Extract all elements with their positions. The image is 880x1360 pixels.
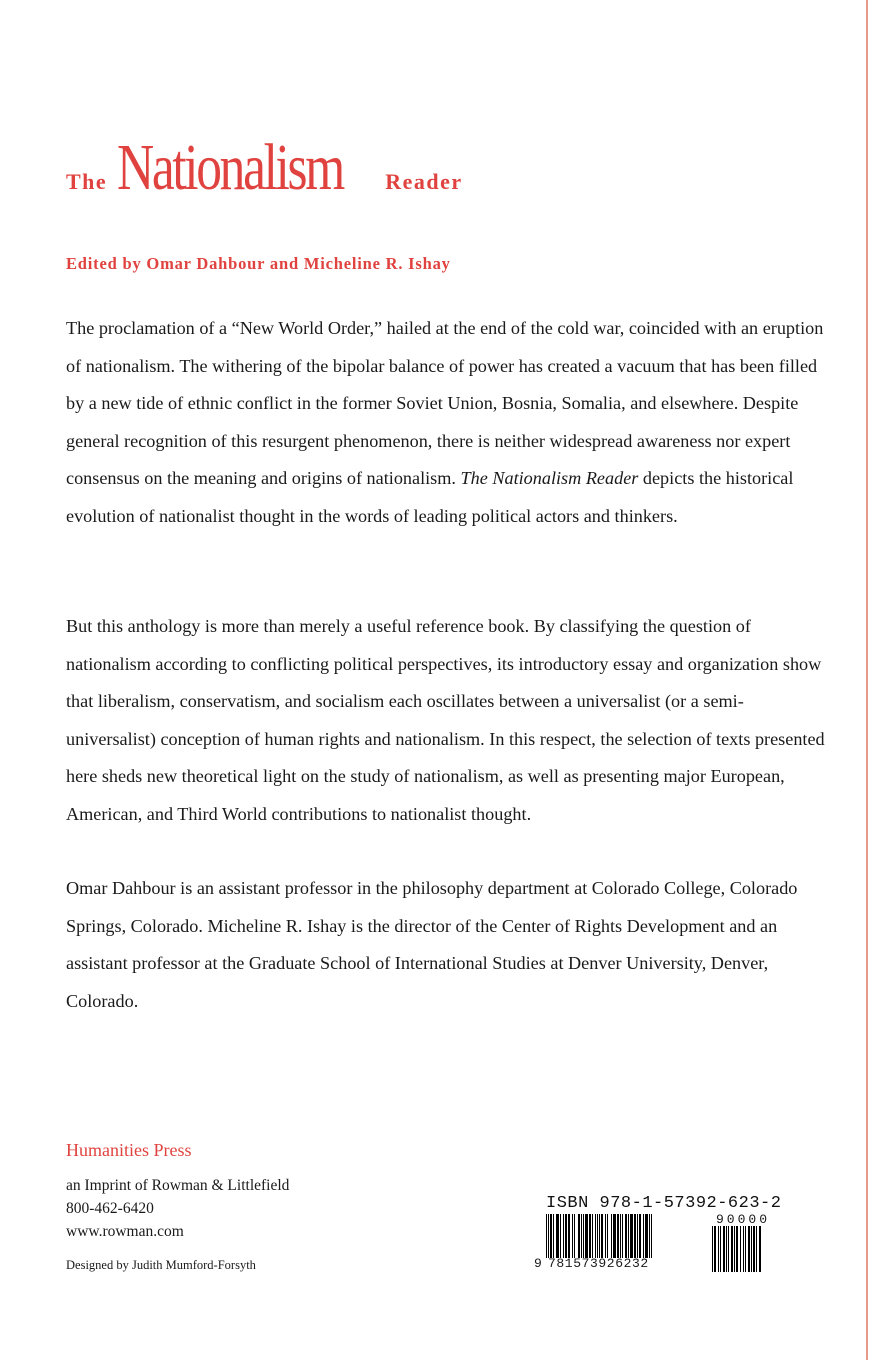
description-paragraph-1 xyxy=(66,310,826,536)
publisher-info xyxy=(66,1174,289,1243)
author-bio-paragraph: Omar Dahbour is an assistant professor in the philosophy department at Colorado College, Colorado Springs, Colorado. Micheline R. Ishay is the director of the Center of Rights Development and an assistant professor at the Graduate School of International Studies at Denver University, Denver, Colorado. xyxy=(66,878,798,1011)
publisher-phone: 800-462-6420 xyxy=(66,1200,154,1217)
barcode-first-digit: 9 xyxy=(534,1256,542,1271)
barcode-addon-bars xyxy=(712,1226,784,1272)
publisher-name: Humanities Press xyxy=(66,1140,192,1160)
page-edge-line xyxy=(866,0,868,1360)
title-suffix: Reader xyxy=(385,169,463,194)
editors-line: Edited by Omar Dahbour and Micheline R. Ishay xyxy=(66,254,451,273)
p1-start: The proclamation of a “New World Order,” hailed at the end of the cold war, coincided with an eruption of nationalism. The withering of the bipolar balance of power has created a vacuum that has been filled by a new tide of ethnic conflict in the former Soviet Union, Bosnia, Somalia, and elsewhere. Despite general recognition of this resurgent phenomenon, there is neither widespread awareness nor expert consensus on the meaning and origins of nationalism. xyxy=(66,318,824,489)
description-paragraph-2: But this anthology is more than merely a useful reference book. By classifying the question of nationalism according to conflicting political perspectives, its introductory essay and organization show that liberalism, conservatism, and socialism each oscillates between a universalist (or a semi-universalist) conception of human rights and nationalism. In this respect, the selection of texts presented here sheds new theoretical light on the study of nationalism, as well as presenting major European, American, and Third World contributions to nationalist thought. xyxy=(66,616,825,824)
p1-end: depicts the historical evolution of nationalist thought in the words of leading political actors and thinkers. xyxy=(66,468,794,526)
publisher-website: www.rowman.com xyxy=(66,1223,184,1240)
designer-credit: Designed by Judith Mumford-Forsyth xyxy=(66,1258,256,1272)
title-main: Nationalism xyxy=(117,131,344,204)
p1-italic-title: The Nationalism Reader xyxy=(460,468,639,489)
barcode-main-bars xyxy=(546,1214,714,1258)
barcode xyxy=(534,1214,790,1276)
publisher-imprint: an Imprint of Rowman & Littlefield xyxy=(66,1177,290,1194)
barcode-digits: 781573926232 xyxy=(548,1256,649,1271)
isbn-label: ISBN 978-1-57392-623-2 xyxy=(546,1194,782,1213)
book-title xyxy=(66,130,463,220)
title-prefix: The xyxy=(66,169,108,194)
barcode-gap xyxy=(652,1214,653,1258)
barcode-bar xyxy=(759,1226,761,1272)
barcode-addon-digits: 90000 xyxy=(716,1212,771,1227)
